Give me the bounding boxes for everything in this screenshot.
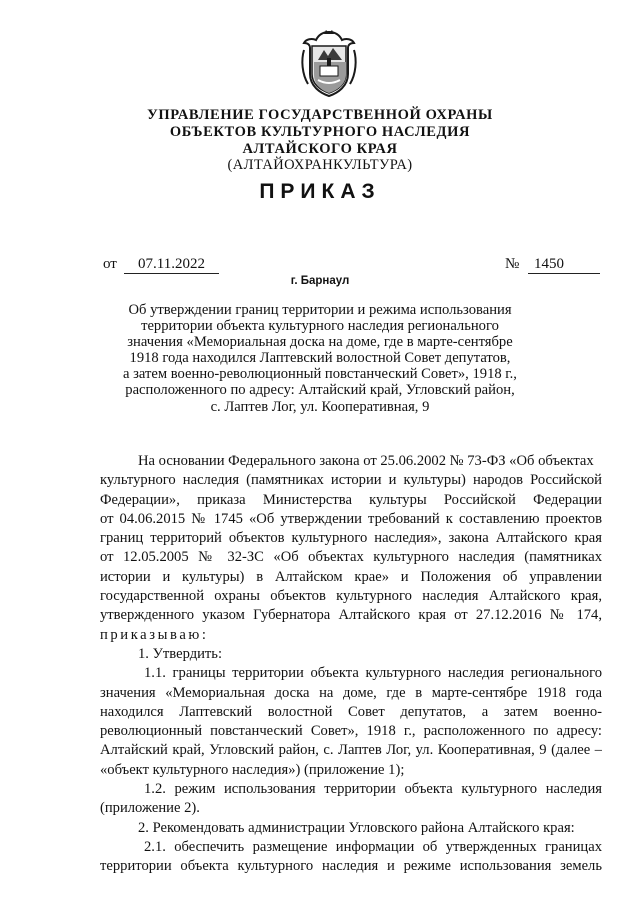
body-line: значения «Мемориальная доска на доме, где в марте-сентябре 1918 года: [100, 684, 602, 701]
altai-krai-coat-of-arms-icon: [298, 30, 360, 98]
coat-of-arms-emblem: [298, 30, 360, 98]
body-line: революционный повстанческий Совет», 1918 г., расположенного по адресу:: [100, 723, 602, 740]
body-line: Федерации», приказа Министерства культуры Российской Федерации: [100, 491, 602, 508]
body-line: На основании Федерального закона от 25.06.2002 № 73-ФЗ «Об объектах: [138, 453, 594, 469]
body-line: 1. Утвердить:: [138, 645, 223, 662]
body-line: от 04.06.2015 № 1745 «Об утверждении требований к составлению проектов: [100, 510, 602, 527]
city: г. Барнаул: [290, 275, 350, 287]
org-short-name: (АЛТАЙОХРАНКУЛЬТУРА): [227, 157, 413, 173]
body-line: истории и культуры) в Алтайском крае» и Положения об управлении: [100, 568, 602, 585]
subject-line: а затем военно-революционный повстанческий Совет», 1918 г.,: [123, 366, 517, 383]
body-line: утвержденного указом Губернатора Алтайского края от 27.12.2016 № 174,: [100, 607, 602, 624]
body-line: 2.1. обеспечить размещение информации об утвержденных границах: [144, 838, 602, 855]
body-line: (приложение 2).: [100, 800, 200, 817]
body-line: территории объекта культурного наследия и режиме использования земель: [100, 858, 602, 875]
subject-line: 1918 года находился Лаптевский волостной Совет депутатов,: [129, 350, 511, 367]
body-line: 1.2. режим использования территории объекта культурного наследия: [144, 781, 602, 798]
subject-line: расположенного по адресу: Алтайский край, Угловский район,: [125, 382, 515, 399]
body-line: Алтайский край, Угловский район, с. Лаптев Лог, ул. Кооперативная, 9 (далее –: [100, 742, 602, 759]
body-line: культурного наследия (памятниках истории и культуры) народов Российской: [100, 472, 602, 489]
body-line: «объект культурного наследия») (приложение 1);: [100, 761, 405, 778]
body-line: находился Лаптевский волостной Совет депутатов, а затем военно-: [100, 703, 602, 720]
org-name-line-3: АЛТАЙСКОГО КРАЯ: [242, 141, 398, 157]
org-name-line-1: УПРАВЛЕНИЕ ГОСУДАРСТВЕННОЙ ОХРАНЫ: [147, 107, 493, 123]
order-directive: приказываю:: [100, 626, 209, 643]
document-title: ПРИКАЗ: [259, 180, 381, 203]
subject-line: Об утверждении границ территории и режима использования: [128, 302, 512, 318]
body-line: от 12.05.2005 № 32-ЗС «Об объектах культурного наследия (памятниках: [100, 549, 602, 566]
order-number: 1450: [528, 256, 600, 274]
number-label: №: [505, 256, 520, 272]
subject-line: значения «Мемориальная доска на доме, где в марте-сентябре: [127, 334, 513, 351]
order-date: 07.11.2022: [124, 256, 219, 274]
order-subject: [0, 302, 640, 415]
body-line: 1.1. границы территории объекта культурного наследия регионального: [144, 665, 602, 682]
subject-line: территории объекта культурного наследия регионального: [141, 318, 499, 335]
order-body: [100, 452, 602, 877]
body-line: 2. Рекомендовать администрации Угловского района Алтайского края:: [138, 819, 575, 836]
body-line: государственной охраны объектов культурного наследия Алтайского края,: [100, 588, 602, 605]
subject-line: с. Лаптев Лог, ул. Кооперативная, 9: [210, 398, 430, 415]
org-name-line-2: ОБЪЕКТОВ КУЛЬТУРНОГО НАСЛЕДИЯ: [169, 124, 471, 140]
body-line: границ территорий объектов культурного наследия», закона Алтайского края: [100, 530, 602, 547]
date-label: от: [103, 256, 117, 272]
